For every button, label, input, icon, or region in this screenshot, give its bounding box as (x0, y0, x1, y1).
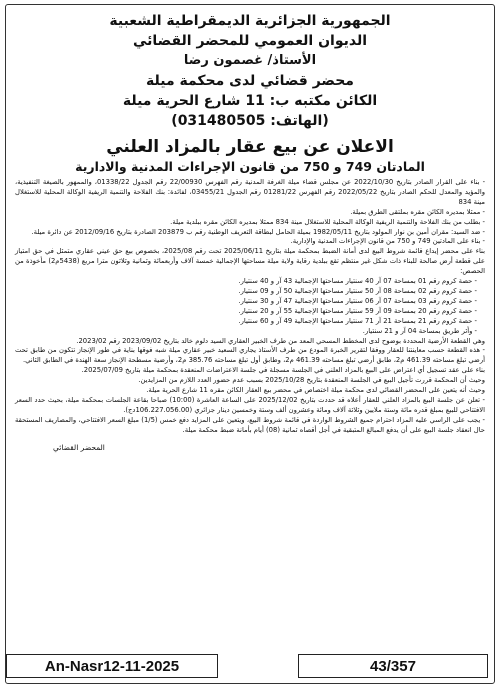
paragraph-auction-date: - تعلن عن جلسة البيع بالمزاد العلني للعقار أعلاه قد حددت بتاريخ 2025/12/02 على الساعة العاشرة (10:00) صباحا بقاعة الجلسات بمحكمة ميلة، بحيث حدد السعر الافتتاحي للبيع بمبلغ قدره مائة وستة ملايين وثلاثة آلاف ومائة وعشرون ألف وستة وخمسين دينار جزائري (106.227.056.00دج). (15, 395, 485, 414)
notice-title: الاعلان عن بيع عقار بالمزاد العلني (106, 137, 394, 157)
paragraph-against: - ضد السيد: مقران أمين بن نوار المولود بتاريخ 1982/05/11 بميلة الحامل لبطاقة التعريف الوطنية رقم ب 203879 الصادرة بتاريخ 2012/09/16 عن دائرة ميلة. (31, 227, 485, 236)
notice-subtitle: المادتان 749 و 750 من قانون الإجراءات المدنية والادارية (75, 159, 425, 174)
paragraph-survey: وهي القطعة الأرضية المحددة بوضوح لدى المخطط المسحي المعد من طرف الخبير العقاري السيد دلوم خالد بتاريخ 2023/09/02 رقم 2023/02. (76, 336, 485, 345)
header-republic: الجمهورية الجزائرية الديمقراطية الشعبية (109, 13, 391, 29)
header-address: الكائن مكتبه ب: 11 شارع الحرية ميلة (122, 93, 378, 109)
paragraph-inspection: - هذه القطعة حسب معاينتنا للعقار ووفقا لتقرير الخبرة المودع من طرف الأستاذ يجاري السعيد خبير عقاري ميلة شبه فوقها بناية في طور الإنجاز تتكون من طابق تحت أرضي تبلغ مساحته 461.39 م2، طابق أرضي تبلغ مساحته 461.39 م2، وطابق أول تبلغ مساحته 385.76 م2، وأرضية مسطحة الإنجاز سعة الهندة في الطابق الثاني. (15, 346, 485, 365)
notice-body (15, 178, 485, 436)
notice-footer (6, 654, 494, 680)
notice-header (15, 11, 485, 131)
paragraph-postponement: وحيث أن المحكمة قررت تأجيل البيع في الجلسة المنعقدة بتاريخ 2025/10/28 بسبب عدم حضور العدد اللازم من المزايدين. (138, 376, 485, 385)
signature: المحضر القضائي (53, 442, 105, 452)
paragraph-articles: - بناء على المادتين 749 و 750 من قانون الإجراءات المدنية والإدارية. (290, 237, 485, 246)
header-office: الديوان العمومي للمحضر القضائي (132, 33, 368, 49)
lot-item: - حصة كروم رقم 21 بمساحة 21 آر 71 سنتيار مساحتها الإجمالية 49 آر و 60 سنتيار. (238, 316, 477, 325)
lot-item: - حصة كروم رقم 03 بمساحة 07 آر 06 سنتيار مساحتها الإجمالية 47 آر و 30 سنتيار. (238, 296, 477, 305)
lot-item: - حصة كروم رقم 01 بمساحة 07 آر 40 سنتيار مساحتها الإجمالية 43 آر و 40 سنتيار. (238, 277, 477, 286)
paragraph-bailiff: وحيث أنه يتعين على المحضر القضائي لدى محكمة ميلة اختصاص في محضر بيع العقار الكائن مقره 11 شارع الحرية ميلة. (146, 386, 485, 395)
paragraph-objections: بناء على عقد تسجيل أي اعتراض على البيع بالمزاد العلني في الجلسة مسجلة في جلسة الاعتراضات المنعقدة بمحكمة ميلة بتاريخ 2025/07/09. (81, 366, 485, 375)
header-phone: (الهاتف: 031480505) (171, 113, 329, 129)
paragraph-decision: - بناء على القرار الصادر بتاريخ 2022/10/30 عن مجلس قضاء ميلة الغرفة المدنية رقم الفهرس 22/00930 رقم الجدول 01338/22، والممهور بالصيغة التنفيذية، والمؤيد والمعدل للحكم الصادر بتاريخ 2022/05/22 رقم الفهرس 01281/22 رقم الجدول 03455/21، لفائدة: بنك الفلاحة والتنمية الريفية الوكالة المحلية للاستغلال مينة 834 (15, 178, 486, 206)
paragraph-represented: - ممثلا بمديره الكائن مقره بملتقى الطرق بميلة. (350, 207, 485, 216)
paragraph-payment-terms: - يجب على الراسي عليه المزاد احترام جميع الشروط الواردة في قائمة شروط البيع، ويتعين على المزايد دفع خمس (1/5) مبلغ السعر الافتتاحي، والمصاريف المستحقة حال انعقاد جلسة البيع على أن يدفع المبالغ المتبقية في أجل أقصاه ثمانية (08) أيام بأمانة ضبط محكمة ميلة. (15, 415, 485, 434)
paragraph-conditions: بناء على محضر إيداع قائمة شروط البيع لدى أمانة الضبط بمحكمة ميلة بتاريخ 2025/06/11 تحت رقم 2025/08، بخصوص بيع حق عيني عقاري متمثل في حق امتياز على قطعة أرض صالحة للبناء ذات شكل غير منتظم تقع ببلدية رقاية ولاية ميلة مساحتها الإجمالية خمسة آلاف وأربعمائة وثمانية وثلاثون مترا مربع (5438م2) مأخوذة من الحصص: (15, 247, 485, 276)
publication-code: An-Nasr12-11-2025 (6, 654, 218, 678)
lot-item: - وأثر طريق بمساحة 04 آر و 21 سنتيار. (362, 326, 477, 335)
lot-item: - حصة كروم رقم 20 بمساحة 09 آر 59 سنتيار مساحتها الإجمالية 55 آر و 20 سنتيار. (238, 306, 477, 315)
lot-item: - حصة كروم رقم 02 بمساحة 08 آر 50 سنتيار مساحتها الإجمالية 50 آر و 09 سنتيار. (238, 286, 477, 295)
reference-number: 43/357 (298, 654, 488, 678)
header-master: الأستاذ/ غصمون رضا (183, 53, 317, 68)
notice-frame (5, 4, 495, 684)
header-role: محضر قضائي لدى محكمة ميلة (146, 73, 354, 89)
paragraph-request: - بطلب من بنك الفلاحة والتنمية الريفية الوكالة المحلية للاستغلال مينة 834 ممثلا بمديره الكائن مقره ببلدية ميلة. (170, 217, 485, 226)
